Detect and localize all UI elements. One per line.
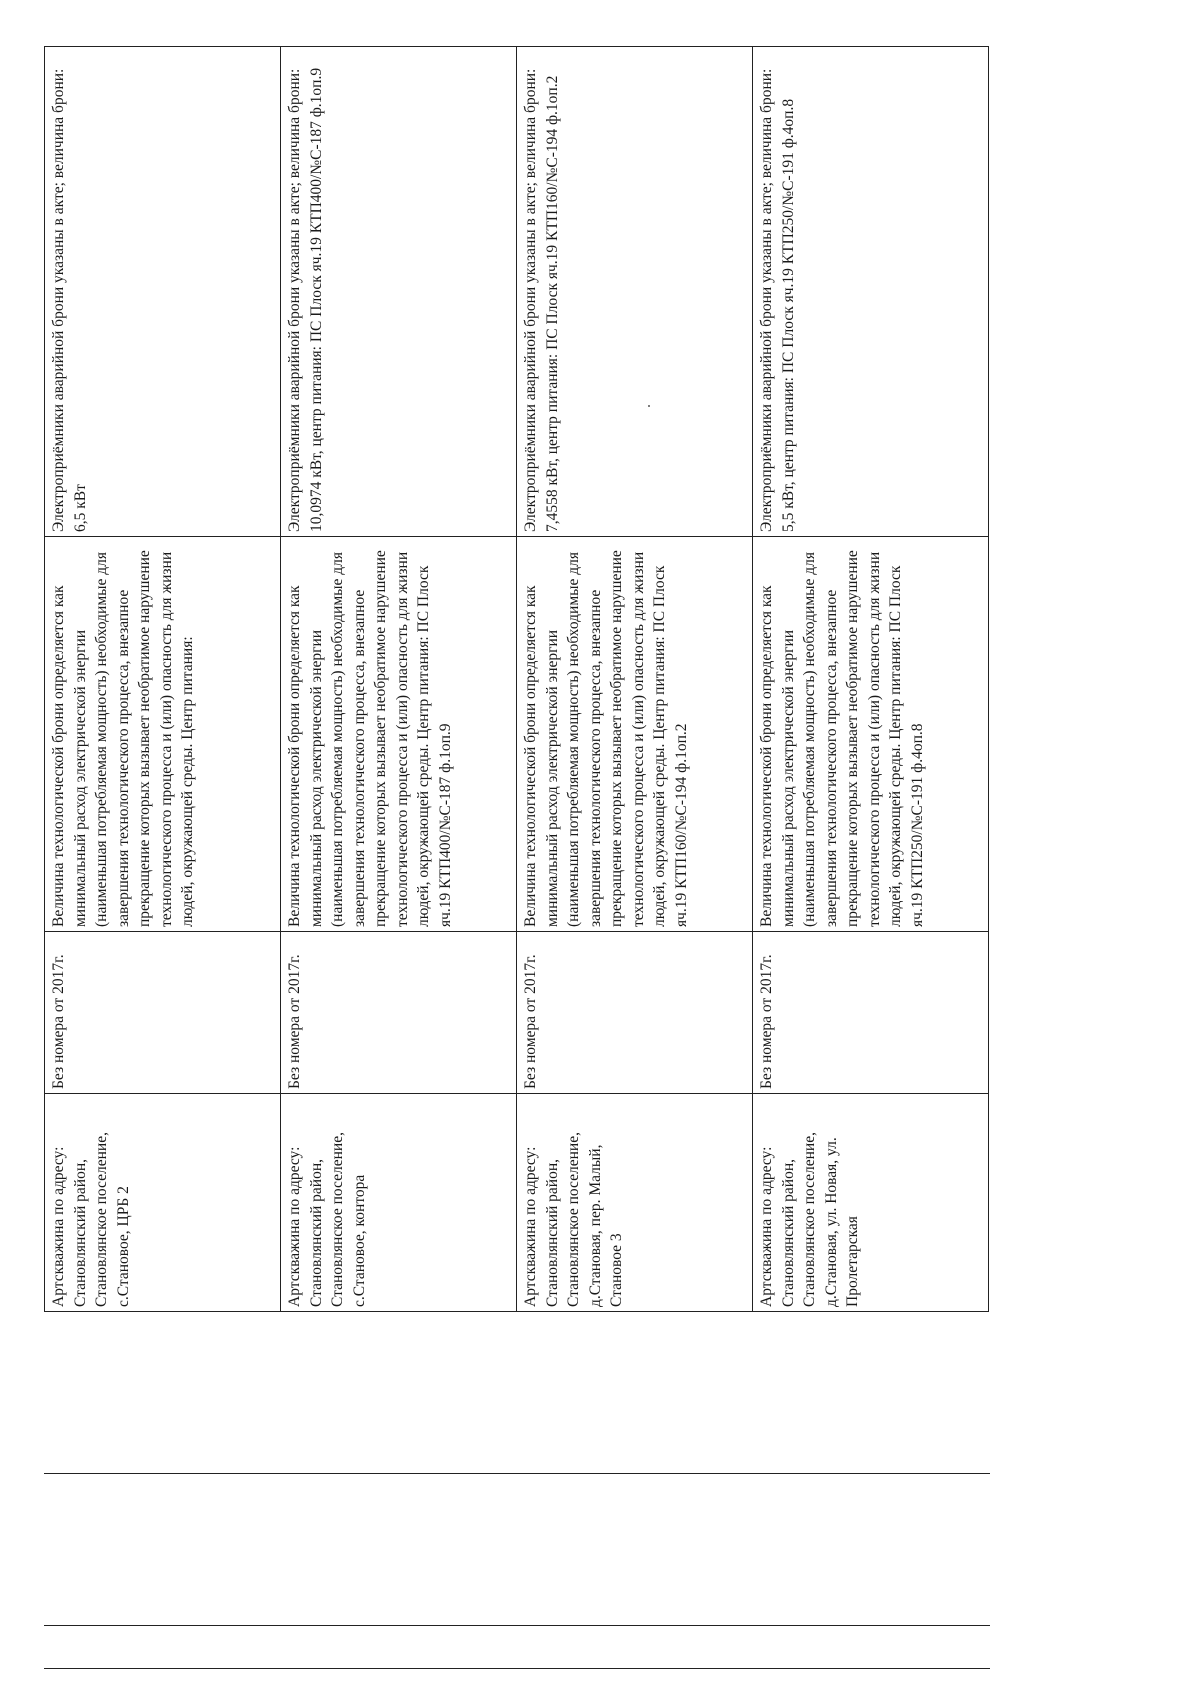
emergency-reserve-cell: Электроприёмники аварийной брони указаны в акте; величина брони: 5,5 кВт, центр питания: ПС Плоск яч.19 КТП250/№С-191 ф.4оп.8 [753, 47, 989, 537]
technological-reserve-cell: Величина технологической брони определяется как минимальный расход электрической энергии (наименьшая потребляемая мощность) необходимые для завершения технологического процесса, внезапное прекращение которых вызывает необратимое нарушение технологического процесса и (или) опасность для жизни людей, окружающей среды. Центр питания: ПС Плоск яч.19 КТП400/№С-187 ф.1оп.9 [281, 537, 517, 932]
technological-reserve-cell: Величина технологической брони определяется как минимальный расход электрической энергии (наименьшая потребляемая мощность) необходимые для завершения технологического процесса, внезапное прекращение которых вызывает необратимое нарушение технологического процесса и (или) опасность для жизни людей, окружающей среды. Центр питания: [45, 537, 281, 932]
power-reserve-table [44, 46, 989, 1312]
act-reference-cell: Без номера от 2017г. [45, 932, 281, 1094]
technological-reserve-cell: Величина технологической брони определяется как минимальный расход электрической энергии (наименьшая потребляемая мощность) необходимые для завершения технологического процесса, внезапное прекращение которых вызывает необратимое нарушение технологического процесса и (или) опасность для жизни людей, окружающей среды. Центр питания: ПС Плоск яч.19 КТП250/№С-191 ф.4оп.8 [753, 537, 989, 932]
horizontal-rule [44, 1668, 990, 1669]
object-address-cell: Артскважина по адресу: Становлянский район, Становлянское поселение, с.Становое, ЦРБ 2 [45, 1094, 281, 1312]
emergency-reserve-cell: Электроприёмники аварийной брони указаны в акте; величина брони: 7,4558 кВт, центр питания: ПС Плоск яч.19 КТП160/№С-194 ф.1оп.2 [517, 47, 753, 537]
horizontal-rule [44, 1473, 990, 1474]
scan-speck [648, 405, 650, 407]
table-row [753, 47, 989, 1312]
act-reference-cell: Без номера от 2017г. [753, 932, 989, 1094]
table-row [281, 47, 517, 1312]
horizontal-rule [44, 1625, 990, 1626]
table-row [45, 47, 281, 1312]
emergency-reserve-cell: Электроприёмники аварийной брони указаны в акте; величина брони: 10,0974 кВт, центр питания: ПС Плоск яч.19 КТП400/№С-187 ф.1оп.9 [281, 47, 517, 537]
technological-reserve-cell: Величина технологической брони определяется как минимальный расход электрической энергии (наименьшая потребляемая мощность) необходимые для завершения технологического процесса, внезапное прекращение которых вызывает необратимое нарушение технологического процесса и (или) опасность для жизни людей, окружающей среды. Центр питания: ПС Плоск яч.19 КТП160/№С-194 ф.1оп.2 [517, 537, 753, 932]
rotated-table-wrapper [44, 47, 989, 1312]
act-reference-cell: Без номера от 2017г. [517, 932, 753, 1094]
object-address-cell: Артскважина по адресу: Становлянский район, Становлянское поселение, д.Становая, пер. Малый, Становое 3 [517, 1094, 753, 1312]
object-address-cell: Артскважина по адресу: Становлянский район, Становлянское поселение, с.Становое, контора [281, 1094, 517, 1312]
object-address-cell: Артскважина по адресу: Становлянский район, Становлянское поселение, д.Становая, ул. Новая, ул. Пролетарская [753, 1094, 989, 1312]
table-row [517, 47, 753, 1312]
act-reference-cell: Без номера от 2017г. [281, 932, 517, 1094]
emergency-reserve-cell: Электроприёмники аварийной брони указаны в акте; величина брони: 6,5 кВт [45, 47, 281, 537]
